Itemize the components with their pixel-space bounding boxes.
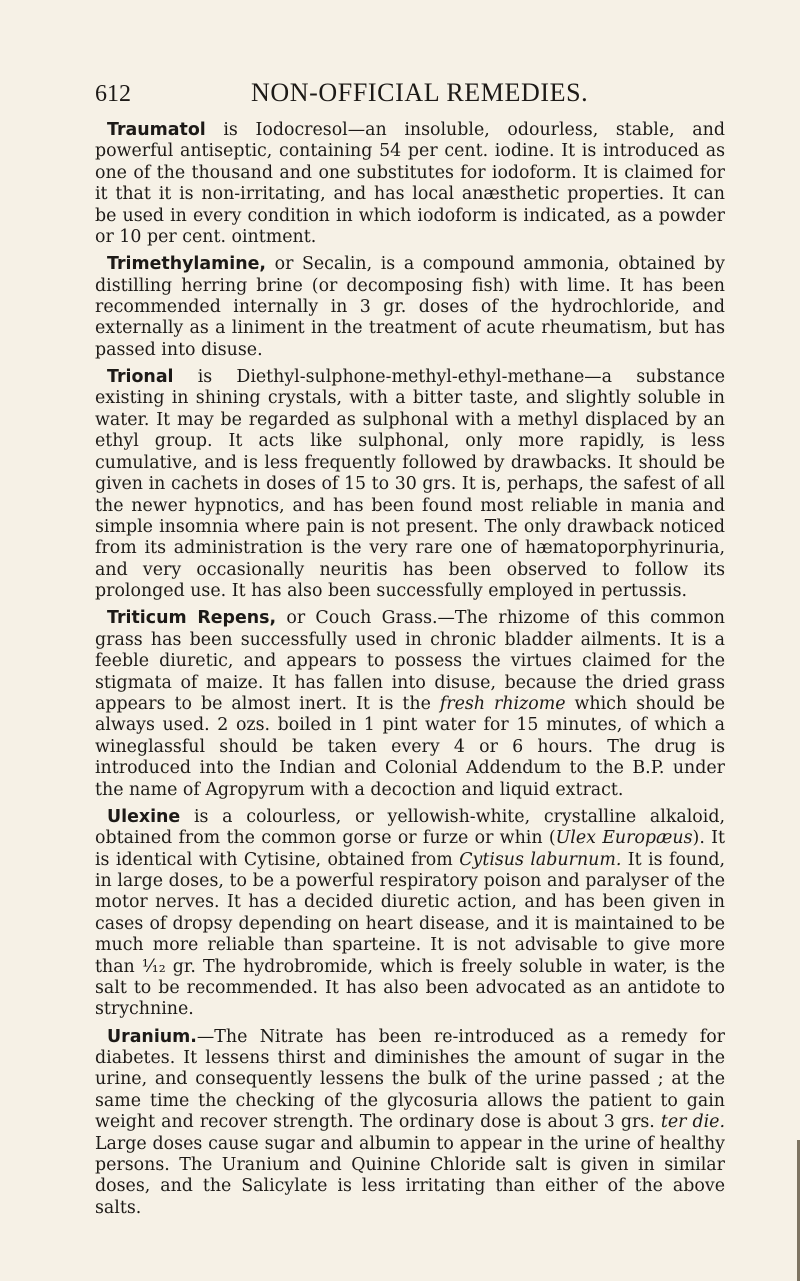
entry-text: is Iodocresol—an insoluble, odourless, stable, and powerful antiseptic, containing 54 per cent. iodine. It is introduced as one of the thousand and one substitutes for iodoform. It is claimed for it that it is non-irritating, and has local anæsthetic properties. It can be used in every condition in which iodoform is indicated, as a powder or 10 per cent. ointment. [95, 120, 725, 248]
entry-text: —The Nitrate has been re-introduced as a remedy for diabetes. It lessens thirst and diminishes the amount of sugar in the urine, and consequently lessens the bulk of the urine passed ; at the same time the checking of the glycosuria allows the patient to gain weight and recover strength. The ordinary dose is about 3 grs. [95, 1026, 725, 1133]
entry-text: or Secalin, is a compound ammonia, obtained by distilling herring brine (or decomposing fish) with lime. It has been recommended internally in 3 gr. doses of the hydrochloride, and externally as a liniment in the treatment of acute rheumatism, but has passed into disuse. [95, 254, 725, 360]
entry-term: Trional [107, 367, 174, 388]
entry-triticum-repens [95, 608, 725, 801]
entry-trional [95, 367, 725, 602]
entry-italic-text: ter die. [660, 1112, 725, 1133]
entry-text: is Diethyl-sulphone-methyl-ethyl-methane—a substance existing in shining crystals, with a bitter taste, and slightly soluble in water. It may be regarded as sulphonal with a methyl displaced by an ethyl group. It acts like sulphonal, only more rapidly, is less cumulative, and is less frequently followed by drawbacks. It should be given in cachets in doses of 15 to 30 grs. It is, perhaps, the safest of all the newer hypnotics, and has been found most reliable in mania and simple insomnia where pain is not present. The only drawback noticed from its administration is the very rare one of hæmatoporphyrinuria, and very occasionally neuritis has been observed to follow its prolonged use. It has also been successfully employed in pertussis. [95, 367, 725, 602]
entry-term: Ulexine [107, 806, 181, 827]
entry-ulexine [95, 807, 725, 1021]
entry-term: Traumatol [107, 120, 206, 140]
entry-text: is a colourless, or yellowish-white, crystalline alkaloid, obtained from the common gorse or furze or whin ( [95, 806, 725, 849]
entry-traumatol [95, 120, 725, 248]
entry-term: Triticum Repens, [107, 608, 277, 629]
entry-uranium [95, 1027, 725, 1220]
running-title: NON-OFFICIAL REMEDIES. [251, 78, 589, 107]
entry-italic-text: Ulex Europæus [555, 828, 693, 849]
page-header [95, 78, 725, 112]
entry-term: Trimethylamine, [107, 254, 266, 275]
entry-text: Large doses cause sugar and albumin to appear in the urine of healthy persons. The Uranium and Quinine Chloride salt is given in similar doses, and the Salicylate is less irritating than either of the above salts. [95, 1133, 725, 1218]
entry-text: or Couch Grass.—The rhizome of this common grass has been successfully used in chronic bladder ailments. It is a feeble diuretic, and appears to possess the virtues claimed for the stigmata of maize. It has fallen into disuse, because the dried grass appears to be almost inert. It is the [95, 608, 725, 714]
entry-text: It is found, in large doses, to be a powerful respiratory poison and paralyser of the motor nerves. It has a decided diuretic action, and has been given in cases of dropsy depending on heart disease, and it is maintained to be much more reliable than sparteine. It is not advisable to give more than ¹⁄₁₂ gr. The hydrobromide, which is freely soluble in water, is the salt to be recommended. It has also been advocated as an antidote to strychnine. [95, 849, 725, 1020]
book-page [95, 78, 725, 1225]
entry-italic-text: Cytisus laburnum. [459, 849, 622, 870]
entry-text: ). It is identical with Cytisine, obtained from [95, 828, 726, 870]
entry-trimethylamine [95, 254, 725, 361]
entry-text: which should be always used. 2 ozs. boiled in 1 pint water for 15 minutes, of which a wineglassful should be taken every 4 or 6 hours. The drug is introduced into the Indian and Colonial Addendum to the B.P. under the name of Agropyrum with a decoction and liquid extract. [95, 693, 725, 800]
page-number: 612 [95, 81, 131, 107]
entry-italic-text: fresh rhizome [439, 693, 566, 714]
entry-term: Uranium. [107, 1026, 197, 1047]
